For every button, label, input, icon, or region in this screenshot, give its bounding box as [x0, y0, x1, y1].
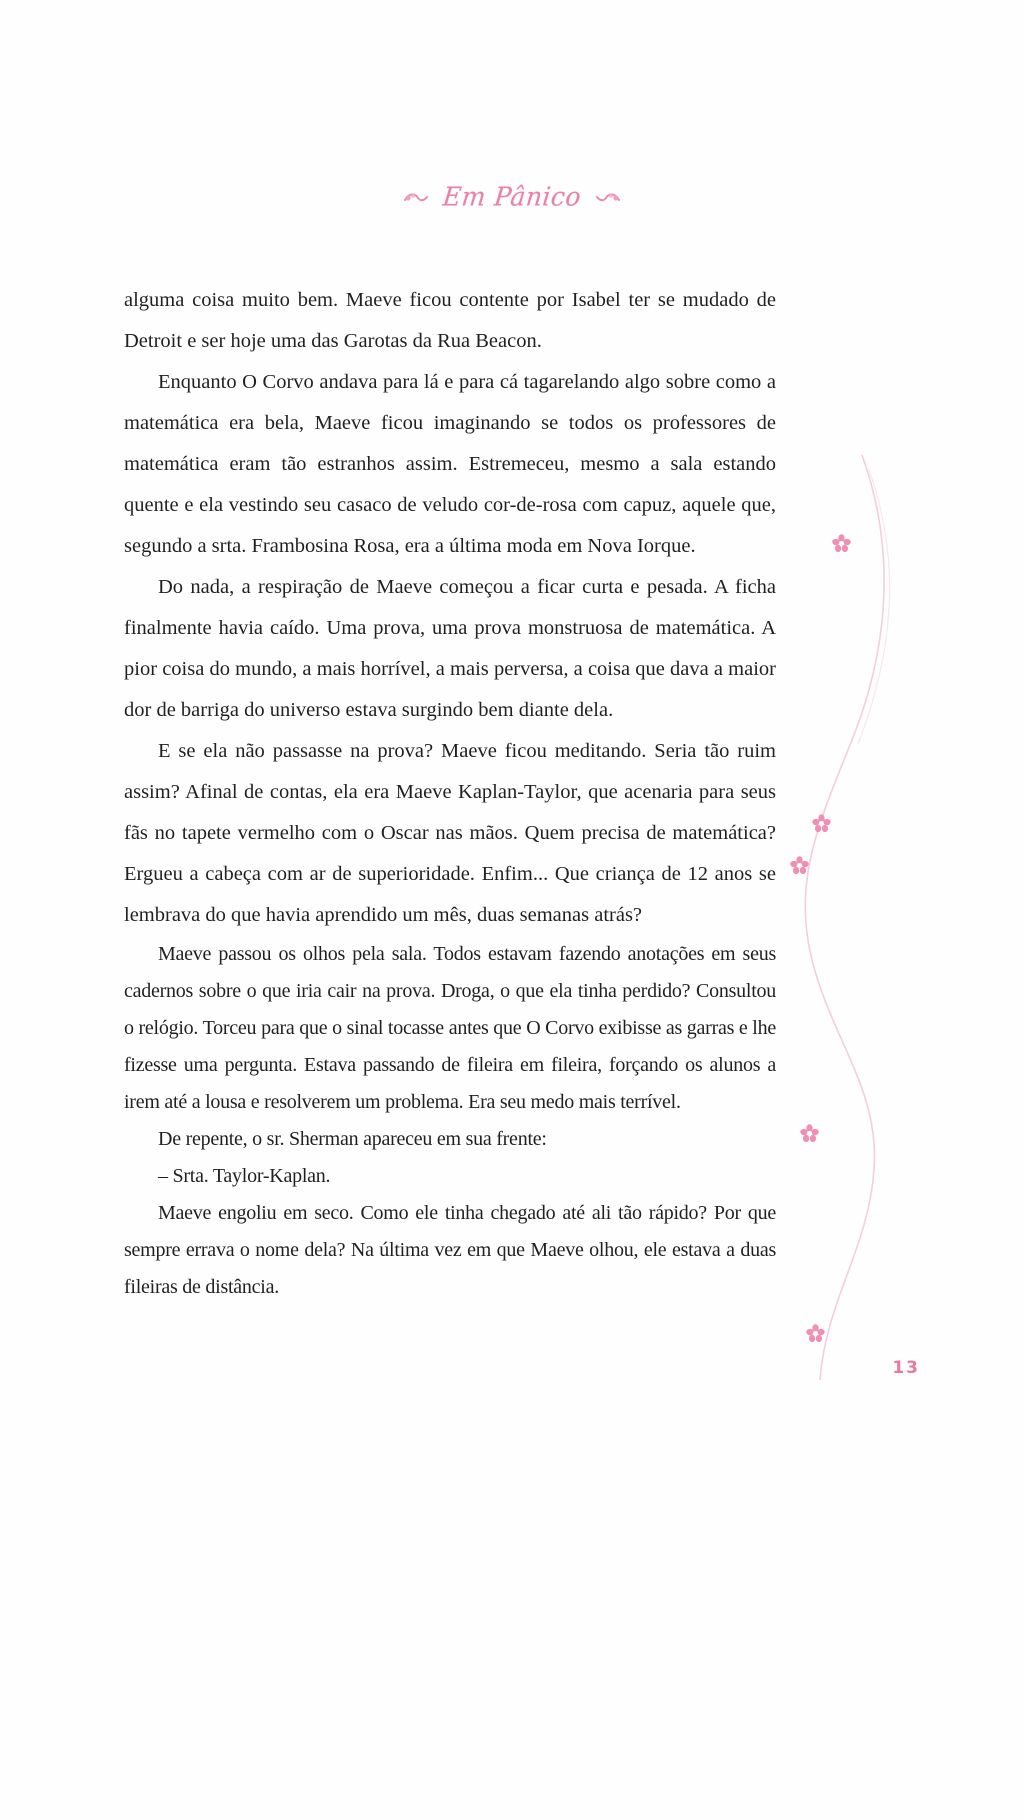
paragraph: E se ela não passasse na prova? Maeve ficou meditando. Seria tão ruim assim? Afinal de contas, ela era Maeve Kaplan-Taylor, que acenaria para seus fãs no tapete vermelho com o Oscar nas mãos. Quem precisa de matemática? Ergueu a cabeça com ar de superioridade. Enfim... Que criança de 12 anos se lembrava do que havia aprendido um mês, duas semanas atrás?: [124, 740, 776, 926]
flower-icon: [790, 856, 809, 875]
paragraph: – Srta. Taylor-Kaplan.: [158, 1165, 331, 1187]
page-number: 13: [892, 1358, 920, 1378]
paragraph: Do nada, a respiração de Maeve começou a ficar curta e pesada. A ficha finalmente havia caído. Uma prova, uma prova monstruosa de matemática. A pior coisa do mundo, a mais horrível, a mais perversa, a coisa que dava a maior dor de barriga do universo estava surgindo bem diante dela.: [124, 576, 776, 721]
flower-icon: [812, 814, 831, 833]
body-text: [124, 280, 776, 1306]
running-head: [0, 182, 1024, 211]
floral-flourish-icon: [403, 189, 429, 205]
flower-icon: [800, 1124, 819, 1143]
flower-icon: [832, 534, 851, 553]
running-head-title: Em Pânico: [441, 181, 583, 212]
paragraph: Maeve engoliu em seco. Como ele tinha chegado até ali tão rápido? Por que sempre errava o nome dela? Na última vez em que Maeve olhou, ele estava a duas fileiras de distância.: [124, 1202, 776, 1298]
floral-flourish-icon: [595, 189, 621, 205]
paragraph: alguma coisa muito bem. Maeve ficou contente por Isabel ter se mudado de Detroit e ser hoje uma das Garotas da Rua Beacon.: [124, 289, 776, 352]
paragraph: Enquanto O Corvo andava para lá e para cá tagarelando algo sobre como a matemática era bela, Maeve ficou imaginando se todos os professores de matemática eram tão estranhos assim. Estremeceu, mesmo a sala estando quente e ela vestindo seu casaco de veludo cor-de-rosa com capuz, aquele que, segundo a srta. Frambosina Rosa, era a última moda em Nova Iorque.: [124, 371, 776, 557]
flower-icon: [806, 1324, 825, 1343]
paragraph: Maeve passou os olhos pela sala. Todos estavam fazendo anotações em seus cadernos sobre o que iria cair na prova. Droga, o que ela tinha perdido? Consultou o relógio. Torceu para que o sinal tocasse antes que O Corvo exibisse as garras e lhe fizesse uma pergunta. Estava passando de fileira em fileira, forçando os alunos a irem até a lousa e resolverem um problema. Era seu medo mais terrível.: [124, 943, 776, 1113]
paragraph: De repente, o sr. Sherman apareceu em sua frente:: [158, 1128, 547, 1150]
